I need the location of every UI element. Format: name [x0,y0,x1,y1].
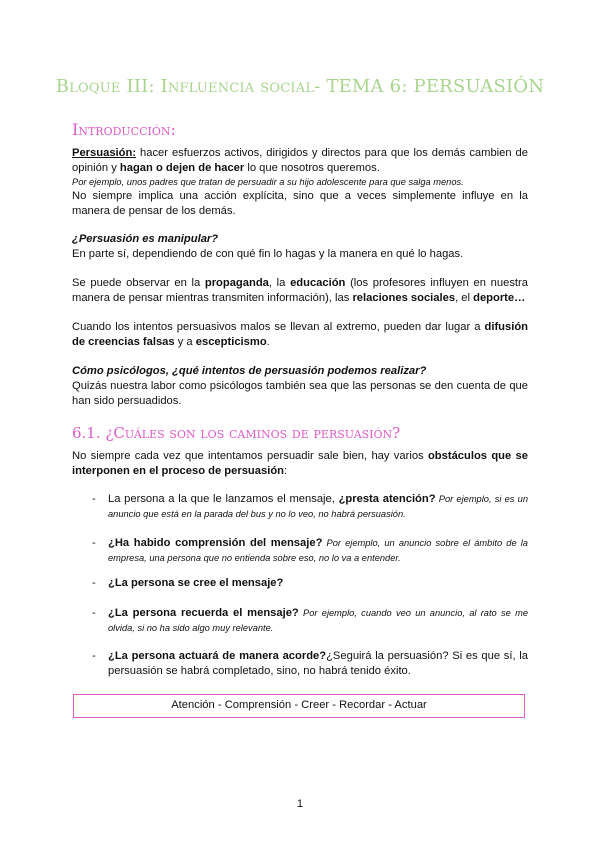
question-psychologists [72,364,528,409]
definition-term: Persuasión: [72,147,137,159]
definition-note: No siempre implica una acción explícita, sino que a veces simplemente influye en la manera de pensar de los demás. [72,190,528,217]
paragraph-extremes: Cuando los intentos persuasivos malos se llevan al extremo, pueden dar lugar a difusión de creencias falsas y a escepticismo. [72,321,528,348]
section-6-1-intro: No siempre cada vez que intentamos persuadir sale bien, hay varios obstáculos que se interponen en el proceso de persuasión: [72,450,528,477]
list-item: - ¿La persona recuerda el mensaje? Por ejemplo, cuando veo un anuncio, al rato se me olvida, si no ha sido algo muy relevante. [92,607,528,633]
document-title: Bloque III: Influencia social- TEMA 6: PERSUASIÓN [55,76,545,97]
question-manipulation [72,232,528,262]
paragraph-contexts: Se puede observar en la propaganda, la educación (los profesores influyen en nuestra manera de pensar mientras transmiten información), las relaciones sociales, el deporte… [72,277,528,304]
page-number: 1 [296,798,304,810]
summary-box: Atención - Comprensión - Creer - Recordar - Actuar [73,694,525,718]
list-item: - ¿Ha habido comprensión del mensaje? Por ejemplo, un anuncio sobre el ámbito de la empresa, una persona que no entienda sobre eso, no lo va a entender. [92,537,528,563]
intro-definition: Persuasión: hacer esfuerzos activos, dirigidos y directos para que los demás cambien de opinión y hagan o dejen de hacer lo que nosotros queremos. Por ejemplo, unos padres que tratan de persuadir a su hijo adolescente para que salga menos. No siempre implica una acción explícita, sino que a veces simplemente influye en la manera de pensar de los demás. [72,147,528,217]
list-item: - La persona a la que le lanzamos el mensaje, ¿presta atención? Por ejemplo, si es un anuncio que está en la parada del bus y no lo veo, no habrá persuasión. [92,493,528,519]
list-item: - ¿La persona actuará de manera acorde?¿Seguirá la persuasión? Si es que sí, la persuasión se habrá completado, sino, no habrá tenido éxito. [92,650,528,677]
list-item: - ¿La persona se cree el mensaje? [92,577,284,589]
intro-heading: Introducción: [72,120,176,139]
answer-1: En parte sí, dependiendo de con qué fin lo hagas y la manera en qué lo hagas. [72,248,464,260]
question-2: Cómo psicólogos, ¿qué intentos de persuasión podemos realizar? [72,365,427,377]
answer-2: Quizás nuestra labor como psicólogos también sea que las personas se den cuenta de que han sido persuadidos. [72,380,528,407]
question-1: ¿Persuasión es manipular? [72,233,219,245]
definition-example: Por ejemplo, unos padres que tratan de persuadir a su hijo adolescente para que salga menos. [72,177,464,187]
section-6-1-heading: 6.1. ¿Cuáles son los caminos de persuasión? [72,424,401,442]
